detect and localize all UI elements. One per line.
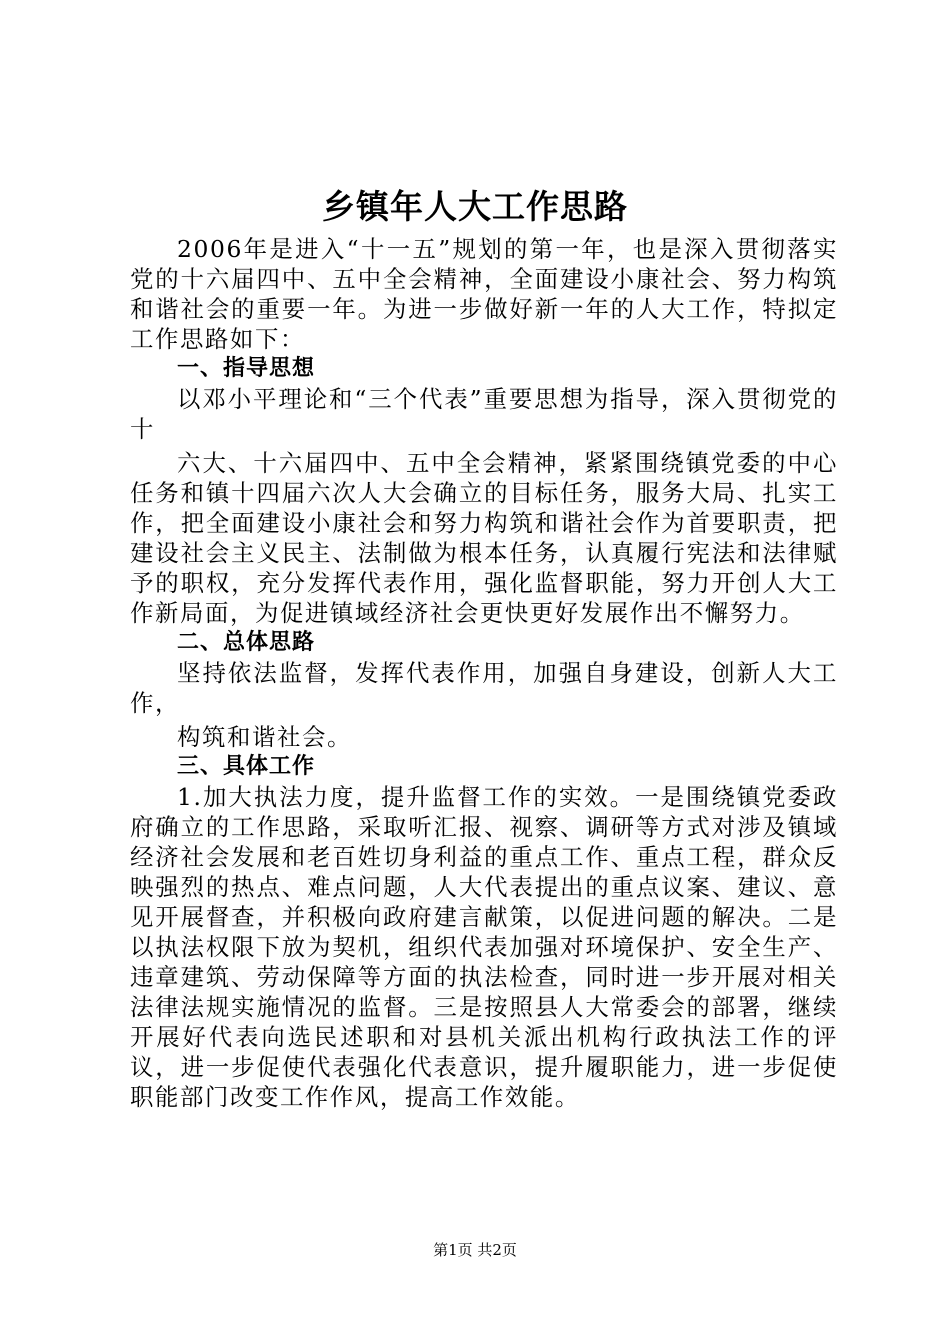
guiding-thought-paragraph-1: 以邓小平理论和“三个代表”重要思想为指导，深入贯彻党的十 — [130, 385, 838, 443]
document-title: 乡镇年人大工作思路 — [322, 187, 628, 226]
section-heading-overall-approach: 二、总体思路 — [177, 630, 316, 655]
overall-approach-paragraph-2: 构筑和谐社会。 — [177, 723, 352, 751]
document-body — [130, 234, 838, 1112]
page-footer: 第1页 共2页 — [433, 1241, 517, 1259]
section-heading-specific-work: 三、具体工作 — [177, 754, 316, 779]
guiding-thought-paragraph-2: 六大、十六届四中、五中全会精神，紧紧围绕镇党委的中心任务和镇十四届六次人大会确立的目标任务，服务大局、扎实工作，把全面建设小康社会和努力构筑和谐社会作为首要职责，把建设社会主义民主、法制做为根本任务，认真履行宪法和法律赋予的职权，充分发挥代表作用，强化监督职能，努力开创人大工作新局面，为促进镇域经济社会更快更好发展作出不懈努力。 — [130, 449, 838, 627]
overall-approach-paragraph-1: 坚持依法监督，发挥代表作用，加强自身建设，创新人大工作， — [130, 659, 838, 717]
section-heading-guiding-thought: 一、指导思想 — [177, 356, 316, 381]
intro-paragraph: 2006年是进入“十一五”规划的第一年，也是深入贯彻落实党的十六届四中、五中全会精神，全面建设小康社会、努力构筑和谐社会的重要一年。为进一步做好新一年的人大工作，特拟定工作思路如下： — [130, 235, 838, 353]
specific-work-paragraph-1: 1.加大执法力度，提升监督工作的实效。一是围绕镇党委政府确立的工作思路，采取听汇报、视察、调研等方式对涉及镇域经济社会发展和老百姓切身利益的重点工作、重点工程，群众反映强烈的热点、难点问题，人大代表提出的重点议案、建议、意见开展督查，并积极向政府建言献策，以促进问题的解决。二是以执法权限下放为契机，组织代表加强对环境保护、安全生产、违章建筑、劳动保障等方面的执法检查，同时进一步开展对相关法律法规实施情况的监督。三是按照县人大常委会的部署，继续开展好代表向选民述职和对县机关派出机构行政执法工作的评议，进一步促使代表强化代表意识，提升履职能力，进一步促使职能部门改变工作作风，提高工作效能。 — [130, 783, 838, 1111]
